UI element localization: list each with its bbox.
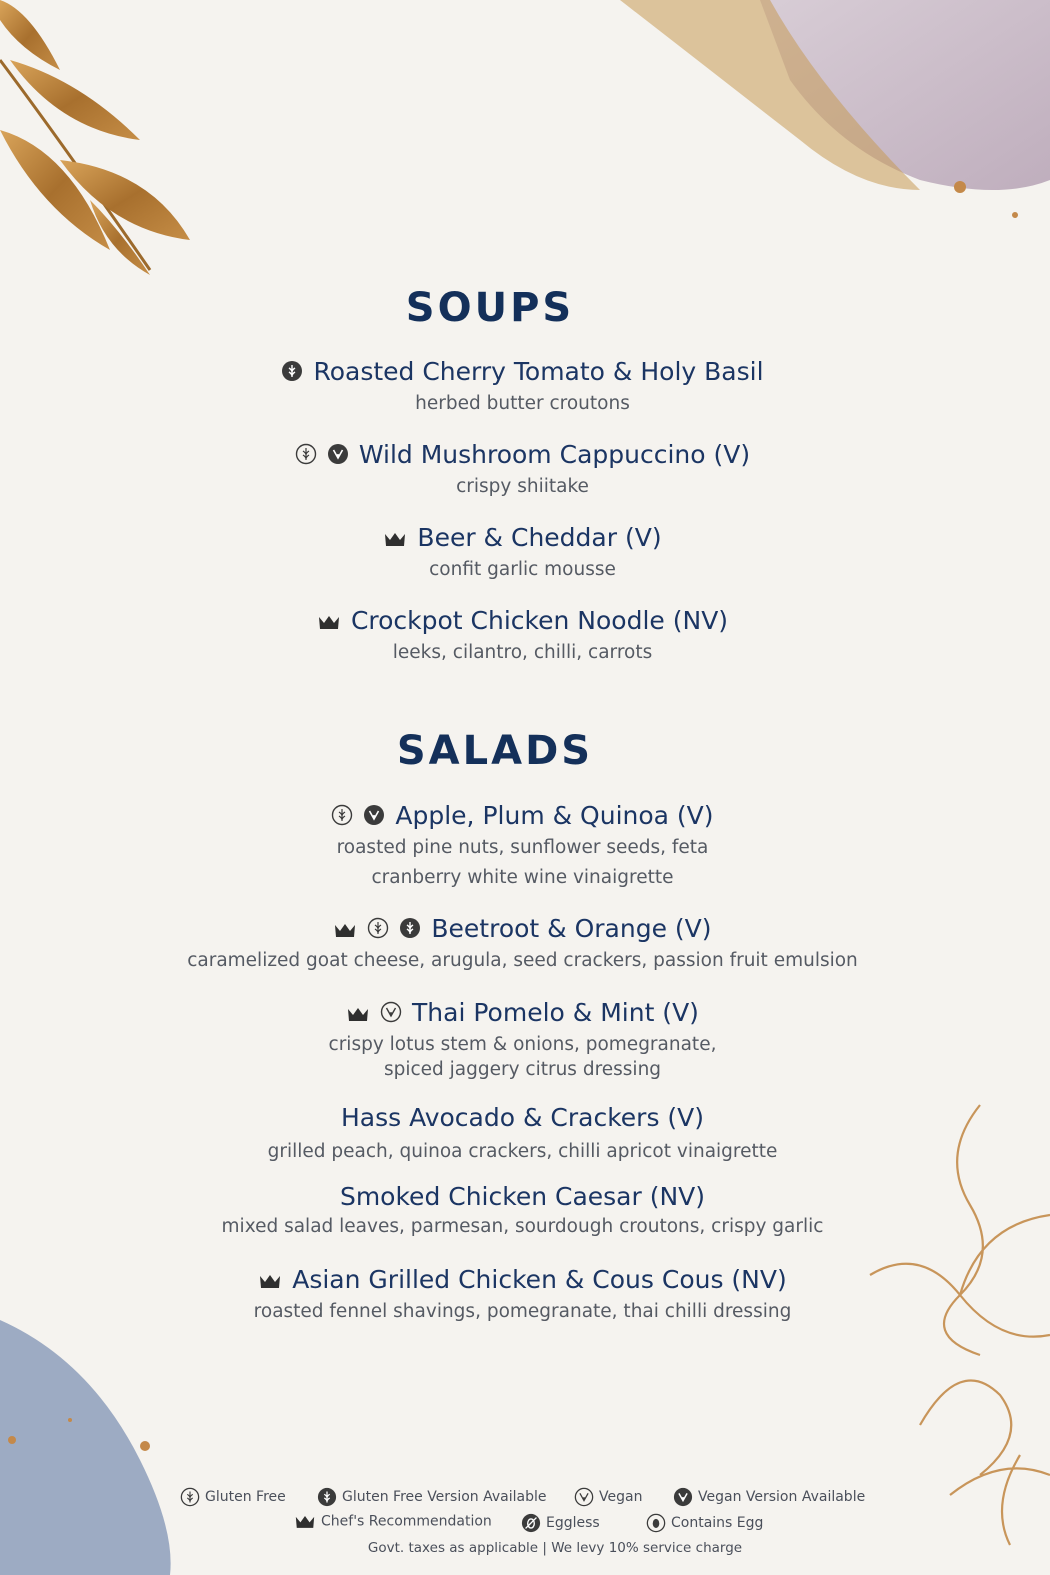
chefs-recommendation-icon	[333, 916, 357, 946]
section-title-soups: SOUPS	[405, 285, 575, 331]
vegan-version-icon	[363, 803, 385, 833]
menu-item	[0, 523, 1045, 585]
menu-item	[0, 998, 1045, 1082]
legend-label: Vegan	[599, 1489, 643, 1505]
item-description-line-2: spiced jaggery citrus dressing	[383, 1058, 662, 1080]
item-name: Wild Mushroom Cappuccino (V)	[358, 440, 751, 469]
item-description: herbed butter croutons	[415, 392, 630, 414]
chefs-recommendation-icon	[258, 1267, 282, 1297]
gluten-free-version-icon	[399, 916, 421, 946]
gluten-free-icon	[180, 1487, 200, 1507]
section-title-salads: SALADS	[396, 728, 594, 774]
gluten-free-version-icon	[281, 359, 303, 389]
menu-item	[0, 606, 1045, 668]
dietary-icons	[333, 915, 423, 946]
dietary-icons	[383, 524, 409, 555]
chefs-recommendation-icon	[294, 1513, 316, 1530]
legend-label: Contains Egg	[671, 1515, 764, 1531]
dietary-icons	[346, 999, 404, 1030]
item-description: mixed salad leaves, parmesan, sourdough croutons, crispy garlic	[221, 1216, 824, 1237]
legend-gluten-free	[180, 1487, 286, 1507]
gluten-free-icon	[331, 803, 353, 833]
vegan-version-icon	[327, 442, 349, 472]
eggless-icon	[521, 1513, 541, 1533]
item-name: Beetroot & Orange (V)	[431, 914, 712, 943]
vegan-icon	[380, 1000, 402, 1030]
legend-label: Vegan Version Available	[698, 1489, 866, 1505]
menu-item	[0, 1103, 1045, 1167]
gluten-free-icon	[367, 916, 389, 946]
chefs-recommendation-icon	[346, 1000, 370, 1030]
item-description: roasted pine nuts, sunflower seeds, feta	[336, 836, 709, 858]
legend-chefs-recommendation	[294, 1513, 492, 1530]
menu-item	[0, 914, 1045, 976]
legend-vegan-version	[673, 1487, 865, 1507]
chefs-recommendation-icon	[383, 525, 407, 555]
legend-label: Eggless	[546, 1515, 600, 1531]
menu-item	[0, 801, 1045, 893]
item-name: Asian Grilled Chicken & Cous Cous (NV)	[292, 1265, 787, 1294]
legend-label: Gluten Free Version Available	[342, 1489, 547, 1505]
menu-item	[0, 1265, 1045, 1327]
item-description: confit garlic mousse	[429, 558, 616, 580]
dietary-icons	[331, 802, 387, 833]
dietary-icons	[281, 358, 305, 389]
item-name: Beer & Cheddar (V)	[417, 523, 662, 552]
item-description: caramelized goat cheese, arugula, seed crackers, passion fruit emulsion	[187, 949, 858, 971]
dietary-icons	[317, 607, 343, 638]
item-description: grilled peach, quinoa crackers, chilli apricot vinaigrette	[267, 1141, 778, 1162]
vegan-version-icon	[673, 1487, 693, 1507]
item-description: roasted fennel shavings, pomegranate, thai chilli dressing	[253, 1300, 792, 1322]
item-name: Hass Avocado & Crackers (V)	[340, 1103, 705, 1132]
legend-label: Chef's Recommendation	[321, 1513, 492, 1530]
menu-item	[0, 1182, 1045, 1242]
vegan-icon	[574, 1487, 594, 1507]
item-name: Smoked Chicken Caesar (NV)	[339, 1182, 706, 1211]
item-description-line-2: cranberry white wine vinaigrette	[371, 866, 674, 888]
item-description: crispy shiitake	[456, 475, 589, 497]
legend-contains-egg	[646, 1513, 763, 1533]
dietary-icons	[295, 441, 351, 472]
item-name: Crockpot Chicken Noodle (NV)	[350, 606, 729, 635]
legend-eggless	[521, 1513, 600, 1533]
legend-gluten-free-version	[317, 1487, 547, 1507]
gluten-free-icon	[295, 442, 317, 472]
item-description: leeks, cilantro, chilli, carrots	[392, 641, 653, 663]
legend-label: Gluten Free	[205, 1489, 286, 1505]
item-name: Thai Pomelo & Mint (V)	[412, 998, 699, 1027]
chefs-recommendation-icon	[317, 608, 341, 638]
footer-note: Govt. taxes as applicable | We levy 10% service charge	[367, 1540, 743, 1556]
menu-item	[0, 440, 1045, 502]
dietary-icons	[258, 1266, 284, 1297]
item-description: crispy lotus stem & onions, pomegranate,	[328, 1033, 717, 1055]
item-name: Roasted Cherry Tomato & Holy Basil	[313, 357, 764, 386]
gluten-free-version-icon	[317, 1487, 337, 1507]
menu-item	[0, 357, 1045, 419]
item-name: Apple, Plum & Quinoa (V)	[395, 801, 714, 830]
legend-vegan	[574, 1487, 642, 1507]
contains-egg-icon	[646, 1513, 666, 1533]
